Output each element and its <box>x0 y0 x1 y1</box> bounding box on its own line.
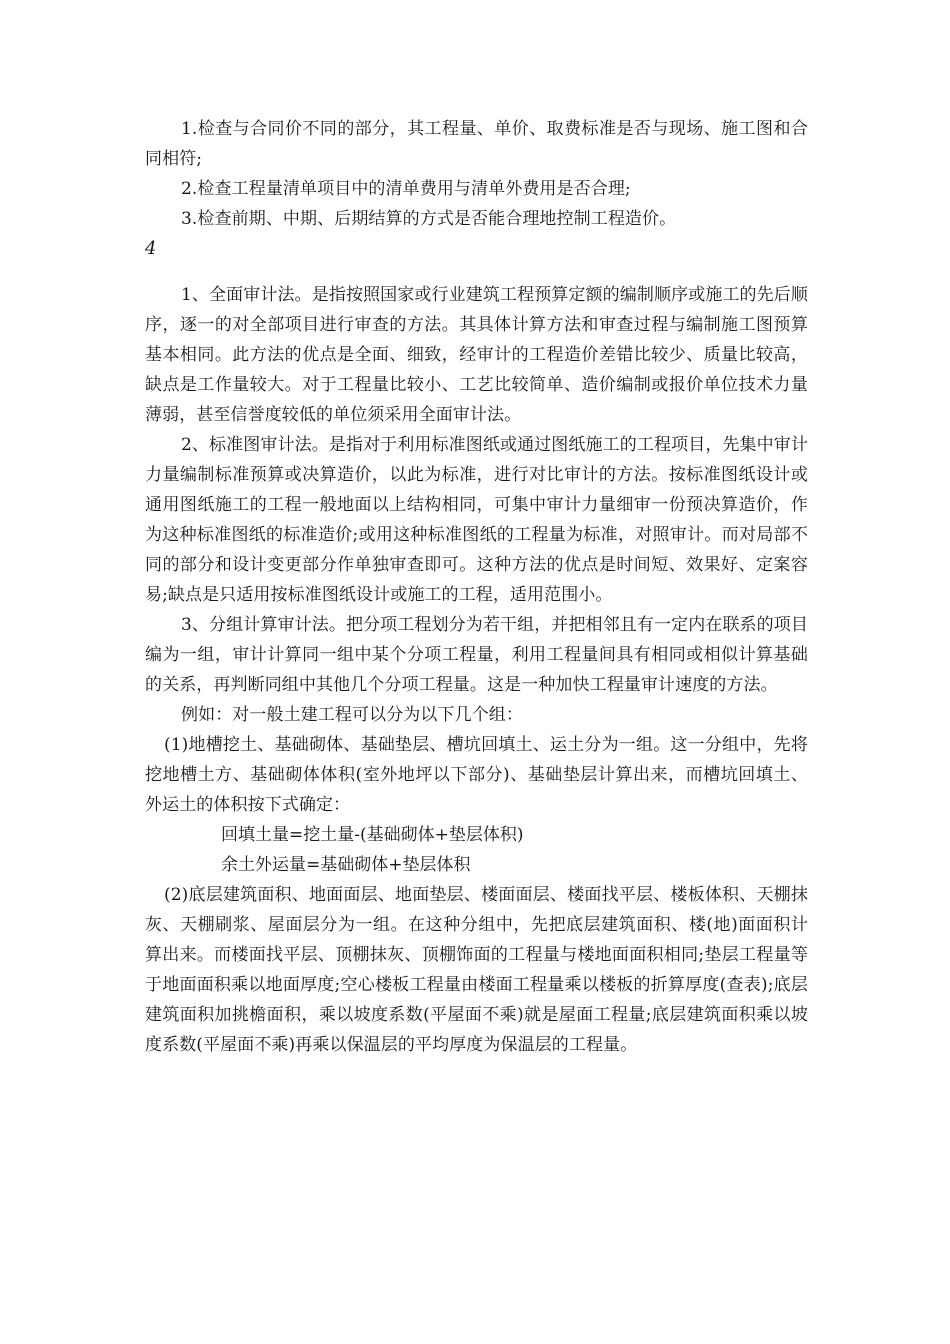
check-item-1: 1.检查与合同价不同的部分，其工程量、单价、取费标准是否与现场、施工图和合同相符; <box>145 119 808 169</box>
method-group-audit: 3、分组计算审计法。把分项工程划分为若干组，并把相邻且有一定内在联系的项目编为一组，审计计算同一组中某个分项工程量，利用工程量间具有相同或相似计算基础的关系，再判断同组中其他几个分项工程量。这是一种加快工程量审计速度的方法。 <box>145 615 808 695</box>
group-2-paragraph: (2)底层建筑面积、地面面层、地面垫层、楼面面层、楼面找平层、楼板体积、天棚抹灰、天棚刷浆、屋面层分为一组。在这种分组中，先把底层建筑面积、楼(地)面面积计算出来。而楼面找平层、顶棚抹灰、顶棚饰面的工程量与楼地面面积相同;垫层工程量等于地面面积乘以地面厚度;空心楼板工程量由楼面工程量乘以楼板的折算厚度(查表);底层建筑面积加挑檐面积，乘以坡度系数(平屋面不乘)就是屋面工程量;底层建筑面积乘以坡度系数(平屋面不乘)再乘以保温层的平均厚度为保温层的工程量。 <box>145 885 808 1055</box>
formula-excess-soil: 余土外运量=基础砌体+垫层体积 <box>221 855 471 875</box>
example-intro: 例如：对一般土建工程可以分为以下几个组： <box>181 705 523 725</box>
document-page <box>145 114 808 1060</box>
check-item-3: 3.检查前期、中期、后期结算的方式是否能合理地控制工程造价。 <box>181 209 677 229</box>
check-item-2: 2.检查工程量清单项目中的清单费用与清单外费用是否合理; <box>181 179 631 199</box>
group-1-paragraph: (1)地槽挖土、基础砌体、基础垫层、槽坑回填土、运土分为一组。这一分组中，先将挖地槽土方、基础砌体体积(室外地坪以下部分)、基础垫层计算出来，而槽坑回填土、外运土的体积按下式确定： <box>145 735 808 815</box>
formula-backfill: 回填土量=挖土量-(基础砌体+垫层体积) <box>221 825 524 845</box>
method-standard-drawing-audit: 2、标准图审计法。是指对于利用标准图纸或通过图纸施工的工程项目，先集中审计力量编制标准预算或决算造价，以此为标准，进行对比审计的方法。按标准图纸设计或通用图纸施工的工程一般地面以上结构相同，可集中审计力量细审一份预决算造价，作为这种标准图纸的标准造价;或用这种标准图纸的工程量为标准，对照审计。而对局部不同的部分和设计变更部分作单独审查即可。这种方法的优点是时间短、效果好、定案容易;缺点是只适用按标准图纸设计或施工的工程，适用范围小。 <box>145 435 808 605</box>
section-number: 4 <box>145 238 157 259</box>
method-full-audit: 1、全面审计法。是指按照国家或行业建筑工程预算定额的编制顺序或施工的先后顺序，逐一的对全部项目进行审查的方法。其具体计算方法和审查过程与编制施工图预算基本相同。此方法的优点是全面、细致，经审计的工程造价差错比较少、质量比较高，缺点是工作量较大。对于工程量比较小、工艺比较简单、造价编制或报价单位技术力量薄弱，甚至信誉度较低的单位须采用全面审计法。 <box>145 285 808 425</box>
